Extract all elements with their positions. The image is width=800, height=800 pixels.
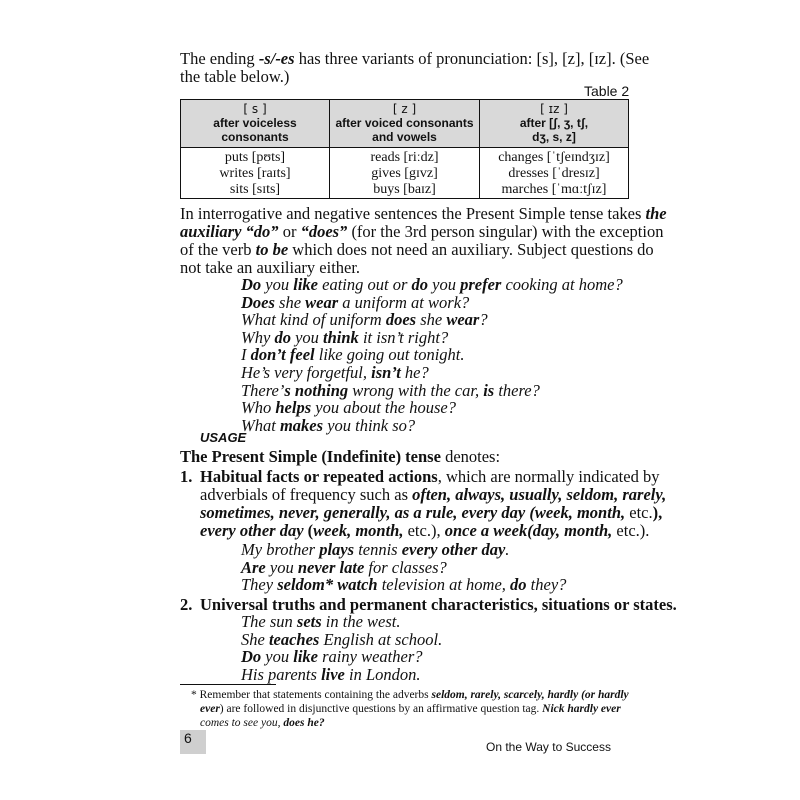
point-1-line-2 xyxy=(200,486,666,504)
point-2-text: Universal truths and permanent characteristics, situations or states. xyxy=(200,595,677,614)
pronunciation-table xyxy=(180,99,629,199)
footnote-emphasis: comes to see you, xyxy=(200,717,284,729)
example-keyword: Do xyxy=(241,275,262,294)
emphasis: sometimes, never, generally, as a rule, every day (week, month, xyxy=(200,503,626,522)
footnote-line-2 xyxy=(200,703,621,716)
emphasis: auxiliary “do” xyxy=(180,222,279,241)
table-cell: sits [sɪts] xyxy=(229,182,281,197)
example-keyword: do xyxy=(411,275,428,294)
example-text: you about the house? xyxy=(311,398,456,418)
footnote-line-3 xyxy=(200,717,325,730)
example-keyword: wear xyxy=(305,292,339,312)
point-1-number: 1. xyxy=(180,467,193,486)
usage-heading: USAGE xyxy=(200,430,247,445)
example-text: I xyxy=(241,345,251,365)
intro-line-1 xyxy=(180,50,649,68)
example-text: you xyxy=(261,647,294,667)
example-text: rainy weather? xyxy=(318,647,423,667)
paragraph-text: In interrogative and negative sentences the Present Simple tense takes xyxy=(180,204,646,223)
example-text: in London. xyxy=(344,664,421,684)
example-sentence xyxy=(241,576,566,594)
example-keyword: helps xyxy=(275,398,312,418)
example-keyword: like xyxy=(293,647,318,667)
example-keyword: do xyxy=(274,327,291,347)
point-heading: Habitual facts or repeated actions xyxy=(200,467,438,486)
example-sentence xyxy=(241,276,623,294)
example-text: . xyxy=(505,540,510,559)
table-cell: dresses [ˈdresɪz] xyxy=(508,166,600,181)
example-text: a uniform at work? xyxy=(338,292,470,312)
example-sentence xyxy=(241,311,488,329)
example-keyword: s nothing xyxy=(284,380,349,400)
intro-text: The ending xyxy=(180,49,259,68)
header-ipa: [ z ] xyxy=(392,102,417,116)
example-text: like going out tonight. xyxy=(314,345,465,365)
example-text: My brother xyxy=(241,540,320,559)
example-sentence xyxy=(241,417,415,435)
example-text: He’s very forgetful, xyxy=(241,363,372,382)
example-keyword: plays xyxy=(319,540,355,559)
header-label: after voiced consonants xyxy=(335,116,474,130)
example-keyword: teaches xyxy=(268,629,320,649)
interrogative-line-2 xyxy=(180,223,663,241)
example-keyword: does xyxy=(385,310,417,330)
header-cell-z xyxy=(330,102,479,144)
example-text: Why xyxy=(241,327,275,347)
point-1-line-3 xyxy=(200,504,662,522)
emphasis: every other day xyxy=(200,521,304,540)
point-text: ), xyxy=(652,503,663,522)
table-caption: Table 2 xyxy=(584,83,630,99)
example-keyword: Does xyxy=(241,292,275,312)
header-label: consonants xyxy=(221,130,289,144)
header-label: after [ʃ, ʒ, tʃ, xyxy=(519,116,589,130)
example-sentence xyxy=(241,631,442,649)
example-keyword: think xyxy=(323,327,359,347)
example-sentence xyxy=(241,613,401,631)
example-sentence xyxy=(241,541,509,559)
header-ipa: [ ɪz ] xyxy=(540,102,568,116)
example-sentence xyxy=(241,382,540,400)
header-label: dʒ, s, z] xyxy=(532,130,576,144)
example-keyword: never late xyxy=(297,557,365,577)
example-text: The sun xyxy=(241,612,297,631)
example-text: television at home, xyxy=(377,575,511,595)
example-keyword: like xyxy=(293,275,318,294)
body-cell-iz xyxy=(480,150,628,198)
body-cell-z xyxy=(330,150,479,198)
intro-text: has three variants of pronunciation: [s], [z], [ɪz]. (See xyxy=(294,49,650,68)
example-text: English at school. xyxy=(319,629,443,649)
example-text: there? xyxy=(494,380,540,400)
example-sentence xyxy=(241,666,421,684)
example-keyword: sets xyxy=(296,612,322,631)
example-sentence xyxy=(241,648,423,666)
example-text: eating out or xyxy=(318,275,412,294)
example-text: What kind of uniform xyxy=(241,310,386,330)
table-cell: changes [ˈtʃeɪndʒɪz] xyxy=(498,150,610,165)
point-text: etc.), xyxy=(403,521,445,540)
point-text: adverbials of frequency such as xyxy=(200,485,413,504)
example-text: you xyxy=(428,275,461,294)
emphasis: often, always, usually, seldom, rarely, xyxy=(412,485,667,504)
table-cell: reads [riːdz] xyxy=(370,150,439,165)
page-number: 6 xyxy=(184,730,192,746)
example-text: What xyxy=(241,415,280,435)
example-sentence xyxy=(241,346,465,364)
point-text: , which are normally indicated by xyxy=(437,467,660,486)
example-keyword: is xyxy=(483,380,495,400)
example-text: you think so? xyxy=(323,415,416,435)
footnote-emphasis: seldom, rarely, scarcely, hardly (or hardly xyxy=(431,689,629,701)
example-keyword: seldom* xyxy=(277,575,334,595)
header-label: and vowels xyxy=(372,130,437,144)
example-text: They xyxy=(241,575,278,595)
example-text: in the west. xyxy=(321,612,401,631)
footnote-text: * Remember that statements containing the adverbs xyxy=(191,689,432,701)
point-1-line-4 xyxy=(200,522,649,540)
example-text: There’ xyxy=(241,380,285,400)
example-keyword: every other day xyxy=(401,540,506,559)
example-text: he? xyxy=(400,363,429,382)
point-text: ( xyxy=(303,521,314,540)
example-sentence xyxy=(241,399,456,417)
example-keyword: wear xyxy=(446,310,480,330)
example-text: for classes? xyxy=(364,557,447,577)
emphasis: to be xyxy=(255,240,289,259)
paragraph-text: which does not need an auxiliary. Subject questions do xyxy=(288,240,654,259)
example-text: they? xyxy=(526,575,567,595)
example-text: she xyxy=(416,310,447,330)
running-footer: On the Way to Success xyxy=(486,740,611,754)
example-text: She xyxy=(241,629,269,649)
footnote-emphasis: does he? xyxy=(283,717,325,729)
example-keyword: Are xyxy=(241,557,266,577)
example-text: you xyxy=(261,275,294,294)
example-keyword: don’t feel xyxy=(250,345,315,365)
example-keyword: isn’t xyxy=(371,363,401,382)
usage-intro xyxy=(180,448,500,466)
footnote-emphasis: ever xyxy=(200,703,220,715)
usage-intro-bold: The Present Simple (Indefinite) tense xyxy=(180,447,441,466)
example-text: you xyxy=(265,557,298,577)
point-text: etc. xyxy=(625,503,653,522)
footnote-text: ) are followed in disjunctive questions by an affirmative question tag. xyxy=(219,703,543,715)
point-2-number: 2. xyxy=(180,595,193,614)
footnote-rule xyxy=(180,684,276,685)
example-sentence xyxy=(241,329,448,347)
point-1-line-1 xyxy=(200,468,659,486)
emphasis: week, month, xyxy=(313,521,404,540)
example-text: she xyxy=(274,292,306,312)
example-keyword: Do xyxy=(241,647,262,667)
paragraph-text: or xyxy=(278,222,301,241)
example-keyword: watch xyxy=(337,575,378,595)
emphasis: “does” xyxy=(300,222,348,241)
interrogative-line-4: not take an auxiliary either. xyxy=(180,258,361,277)
example-keyword: live xyxy=(321,664,345,684)
table-cell: gives [gɪvz] xyxy=(371,166,438,181)
emphasis: once a week(day, month, xyxy=(444,521,613,540)
point-text: etc.). xyxy=(612,521,650,540)
example-text: you xyxy=(290,327,324,347)
example-keyword: makes xyxy=(279,415,324,435)
footnote-emphasis: Nick hardly ever xyxy=(542,703,621,715)
example-text: tennis xyxy=(354,540,402,559)
body-cell-s xyxy=(181,150,329,198)
example-sentence xyxy=(241,559,447,577)
paragraph-text: of the verb xyxy=(180,240,256,259)
example-sentence xyxy=(241,294,469,312)
example-text: wrong with the car, xyxy=(348,380,484,400)
example-text: it isn’t right? xyxy=(358,327,449,347)
example-keyword: prefer xyxy=(460,275,502,294)
interrogative-line-3 xyxy=(180,241,654,259)
example-text: Who xyxy=(241,398,276,418)
example-text: His parents xyxy=(241,664,322,684)
example-text: cooking at home? xyxy=(501,275,623,294)
example-keyword: do xyxy=(510,575,527,595)
interrogative-line-1 xyxy=(180,205,667,223)
table-cell: puts [pʊts] xyxy=(224,150,286,165)
intro-ending: -s/-es xyxy=(258,49,295,68)
paragraph-text: (for the 3rd person singular) with the exception xyxy=(347,222,664,241)
usage-intro-text: denotes: xyxy=(440,447,501,466)
header-cell-iz xyxy=(480,102,628,144)
footnote-line-1 xyxy=(191,689,629,702)
header-cell-s xyxy=(181,102,329,144)
header-label: after voiceless xyxy=(213,116,297,130)
example-sentence xyxy=(241,364,429,382)
table-cell: writes [raɪts] xyxy=(219,166,291,181)
table-cell: buys [baɪz] xyxy=(373,182,436,197)
intro-line-2: the table below.) xyxy=(180,67,290,86)
emphasis: the xyxy=(645,204,667,223)
header-ipa: [ s ] xyxy=(243,102,267,116)
table-cell: marches [ˈmɑːtʃɪz] xyxy=(501,182,607,197)
example-text: ? xyxy=(479,310,488,330)
